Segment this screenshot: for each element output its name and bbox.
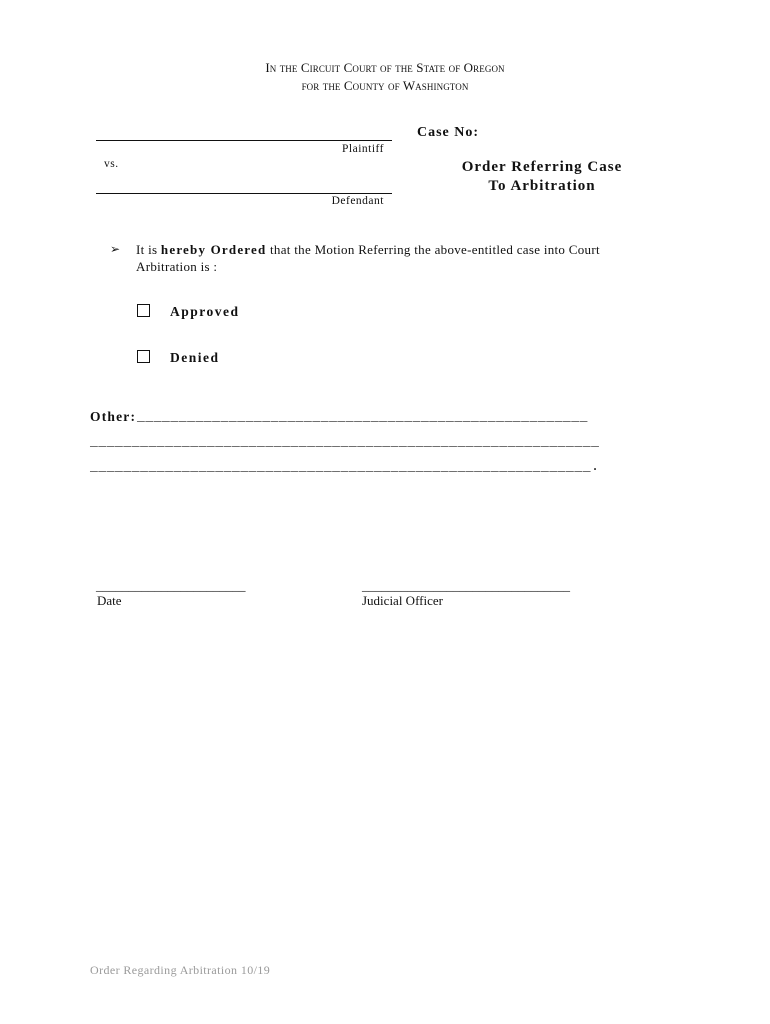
case-number-label: Case No: [417,125,480,140]
judicial-officer-label: Judicial Officer [362,593,443,608]
other-label: Other: [90,409,137,424]
order-text-start: It is [136,242,161,257]
other-line-1[interactable]: ______________________________________________________ [137,409,588,424]
denied-label: Denied [170,350,220,365]
title-line-1: Order Referring Case [461,159,623,175]
title-line-2: To Arbitration [488,178,596,194]
county-heading: for the County of Washington [301,78,469,93]
versus-label: vs. [104,158,119,170]
defendant-signature-line[interactable] [96,193,392,194]
order-paragraph [136,241,656,275]
other-line-3[interactable]: ____________________________________________________________. [90,459,600,474]
defendant-label: Defendant [331,195,384,207]
document-title [422,158,662,196]
other-line-2[interactable]: _____________________________________________________________ [90,434,600,449]
order-text-emphasis: hereby Ordered [160,242,267,257]
date-line[interactable]: _______________________ [96,578,246,593]
arrow-bullet-icon: ➢ [110,242,121,256]
plaintiff-label: Plaintiff [342,143,384,155]
plaintiff-signature-line[interactable] [96,140,392,141]
judicial-officer-line[interactable]: ________________________________ [362,578,570,593]
form-footer: Order Regarding Arbitration 10/19 [90,963,271,977]
court-heading: In the Circuit Court of the State of Oregon [265,60,505,75]
approved-checkbox[interactable] [137,304,150,317]
denied-checkbox[interactable] [137,350,150,363]
date-label: Date [97,593,122,608]
approved-label: Approved [170,304,240,319]
order-text-rest: that the Motion Referring the above-entitled case into Court Arbitration is : [136,242,600,274]
